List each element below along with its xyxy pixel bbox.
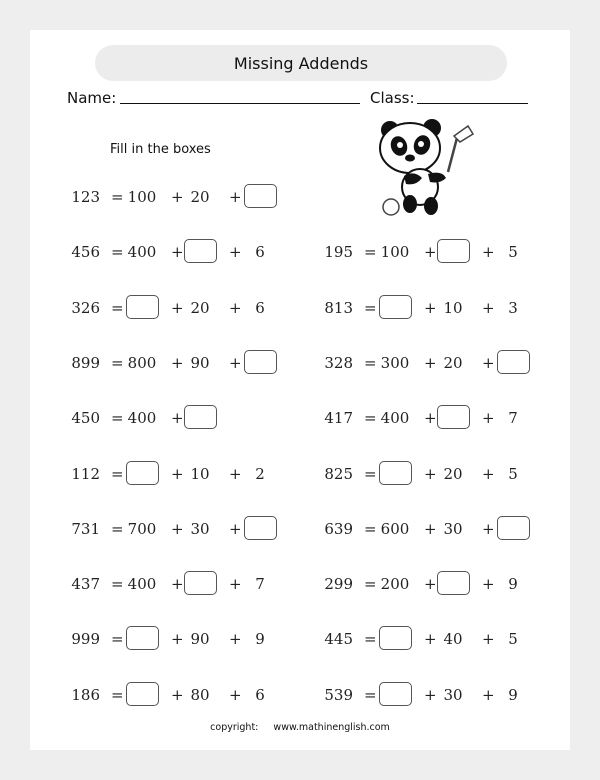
addend: 6: [255, 243, 265, 262]
plus-sign: +: [229, 575, 242, 594]
problem-row: [30, 624, 280, 654]
plus-sign: +: [424, 630, 437, 649]
plus-sign: +: [229, 519, 242, 538]
problem-total: 539: [324, 685, 353, 704]
addend: 30: [443, 685, 463, 704]
problem-row: [30, 514, 280, 544]
class-line[interactable]: [417, 103, 528, 104]
plus-sign: +: [229, 188, 242, 206]
plus-sign: +: [171, 519, 184, 538]
equals-sign: =: [111, 298, 124, 317]
problem-total: 437: [71, 575, 100, 594]
answer-box[interactable]: [184, 571, 217, 595]
problem-total: 326: [71, 298, 100, 317]
problem-row: [283, 459, 533, 489]
problem-total: 813: [324, 298, 353, 317]
addend: 400: [127, 575, 157, 594]
plus-sign: +: [229, 630, 242, 649]
equals-sign: =: [364, 243, 377, 262]
problem-row: [283, 569, 533, 599]
answer-box[interactable]: [126, 461, 159, 485]
problem-total: 639: [324, 519, 353, 538]
addend: 10: [443, 298, 463, 317]
problem-total: 456: [71, 243, 100, 262]
answer-box[interactable]: [379, 626, 412, 650]
copyright-label: copyright:: [210, 722, 259, 733]
equals-sign: =: [364, 630, 377, 649]
plus-sign: +: [229, 685, 242, 704]
plus-sign: +: [424, 519, 437, 538]
problem-row: [283, 680, 533, 710]
instruction-text: Fill in the boxes: [110, 142, 211, 157]
plus-sign: +: [229, 243, 242, 262]
addend: 30: [443, 519, 463, 538]
problem-total: 999: [71, 630, 100, 649]
equals-sign: =: [111, 575, 124, 594]
class-label: Class:: [370, 89, 415, 107]
plus-sign: +: [482, 464, 495, 483]
addend: 800: [127, 353, 157, 372]
problem-total: 195: [324, 243, 353, 262]
equals-sign: =: [364, 353, 377, 372]
plus-sign: +: [424, 464, 437, 483]
plus-sign: +: [482, 409, 495, 428]
problem-row: [30, 348, 280, 378]
addend: 2: [255, 464, 265, 483]
plus-sign: +: [171, 298, 184, 317]
plus-sign: +: [424, 575, 437, 594]
problem-row: [30, 182, 280, 212]
problem-row: [283, 624, 533, 654]
plus-sign: +: [229, 298, 242, 317]
addend: 20: [190, 298, 210, 317]
name-line[interactable]: [120, 103, 360, 104]
addend: 6: [255, 685, 265, 704]
addend: 9: [508, 685, 518, 704]
addend: 90: [190, 630, 210, 649]
addend: 30: [190, 519, 210, 538]
problem-row: [30, 459, 280, 489]
answer-box[interactable]: [184, 405, 217, 429]
plus-sign: +: [171, 685, 184, 704]
plus-sign: +: [171, 188, 184, 206]
plus-sign: +: [482, 630, 495, 649]
addend: 5: [508, 630, 518, 649]
equals-sign: =: [111, 519, 124, 538]
equals-sign: =: [111, 630, 124, 649]
addend: 90: [190, 353, 210, 372]
panda-golfer-icon: [370, 112, 480, 222]
plus-sign: +: [482, 298, 495, 317]
plus-sign: +: [424, 298, 437, 317]
addend: 20: [443, 353, 463, 372]
equals-sign: =: [364, 464, 377, 483]
problem-total: 731: [71, 519, 100, 538]
addend: 200: [380, 575, 410, 594]
plus-sign: +: [424, 243, 437, 262]
answer-box[interactable]: [244, 350, 277, 374]
answer-box[interactable]: [379, 682, 412, 706]
plus-sign: +: [482, 243, 495, 262]
addend: 6: [255, 298, 265, 317]
problem-row: [30, 237, 280, 267]
addend: 7: [255, 575, 265, 594]
problem-row: [30, 680, 280, 710]
plus-sign: +: [171, 464, 184, 483]
plus-sign: +: [424, 409, 437, 428]
addend: 5: [508, 464, 518, 483]
answer-box[interactable]: [437, 239, 470, 263]
addend: 5: [508, 243, 518, 262]
plus-sign: +: [482, 519, 495, 538]
answer-box[interactable]: [379, 295, 412, 319]
problem-row: [30, 293, 280, 323]
answer-box[interactable]: [126, 626, 159, 650]
problem-total: 123: [71, 188, 100, 206]
equals-sign: =: [364, 685, 377, 704]
problem-total: 299: [324, 575, 353, 594]
problem-total: 112: [71, 464, 100, 483]
site-link[interactable]: www.mathinenglish.com: [273, 722, 390, 733]
addend: 400: [380, 409, 410, 428]
addend: 20: [190, 188, 210, 206]
addend: 100: [127, 188, 157, 206]
addend: 9: [508, 575, 518, 594]
equals-sign: =: [364, 298, 377, 317]
answer-box[interactable]: [497, 350, 530, 374]
addend: 3: [508, 298, 518, 317]
problem-row: [283, 237, 533, 267]
answer-box[interactable]: [437, 571, 470, 595]
problem-total: 825: [324, 464, 353, 483]
addend: 20: [443, 464, 463, 483]
plus-sign: +: [229, 353, 242, 372]
addend: 400: [127, 409, 157, 428]
addend: 10: [190, 464, 210, 483]
problem-row: [283, 293, 533, 323]
problem-total: 450: [71, 409, 100, 428]
worksheet-title: Missing Addends: [95, 45, 507, 81]
addend: 600: [380, 519, 410, 538]
problem-row: [283, 348, 533, 378]
equals-sign: =: [111, 409, 124, 428]
addend: 40: [443, 630, 463, 649]
equals-sign: =: [364, 575, 377, 594]
problem-total: 417: [324, 409, 353, 428]
addend: 100: [380, 243, 410, 262]
plus-sign: +: [482, 575, 495, 594]
problem-row: [283, 403, 533, 433]
problem-total: 328: [324, 353, 353, 372]
addend: 400: [127, 243, 157, 262]
problem-total: 445: [324, 630, 353, 649]
addend: 9: [255, 630, 265, 649]
plus-sign: +: [482, 685, 495, 704]
name-label: Name:: [67, 89, 117, 107]
answer-box[interactable]: [497, 516, 530, 540]
equals-sign: =: [364, 519, 377, 538]
plus-sign: +: [171, 243, 184, 262]
equals-sign: =: [364, 409, 377, 428]
equals-sign: =: [111, 188, 124, 206]
answer-box[interactable]: [244, 184, 277, 208]
problem-row: [30, 569, 280, 599]
answer-box[interactable]: [126, 295, 159, 319]
plus-sign: +: [424, 685, 437, 704]
addend: 700: [127, 519, 157, 538]
addend: 80: [190, 685, 210, 704]
addend: 300: [380, 353, 410, 372]
problem-total: 899: [71, 353, 100, 372]
footer: [0, 722, 600, 733]
plus-sign: +: [482, 353, 495, 372]
answer-box[interactable]: [244, 516, 277, 540]
problem-row: [30, 403, 280, 433]
answer-box[interactable]: [184, 239, 217, 263]
answer-box[interactable]: [379, 461, 412, 485]
answer-box[interactable]: [126, 682, 159, 706]
problem-total: 186: [71, 685, 100, 704]
plus-sign: +: [171, 630, 184, 649]
plus-sign: +: [171, 409, 184, 428]
equals-sign: =: [111, 685, 124, 704]
problem-row: [283, 514, 533, 544]
equals-sign: =: [111, 243, 124, 262]
equals-sign: =: [111, 464, 124, 483]
equals-sign: =: [111, 353, 124, 372]
addend: 7: [508, 409, 518, 428]
plus-sign: +: [424, 353, 437, 372]
answer-box[interactable]: [437, 405, 470, 429]
plus-sign: +: [229, 464, 242, 483]
plus-sign: +: [171, 575, 184, 594]
plus-sign: +: [171, 353, 184, 372]
